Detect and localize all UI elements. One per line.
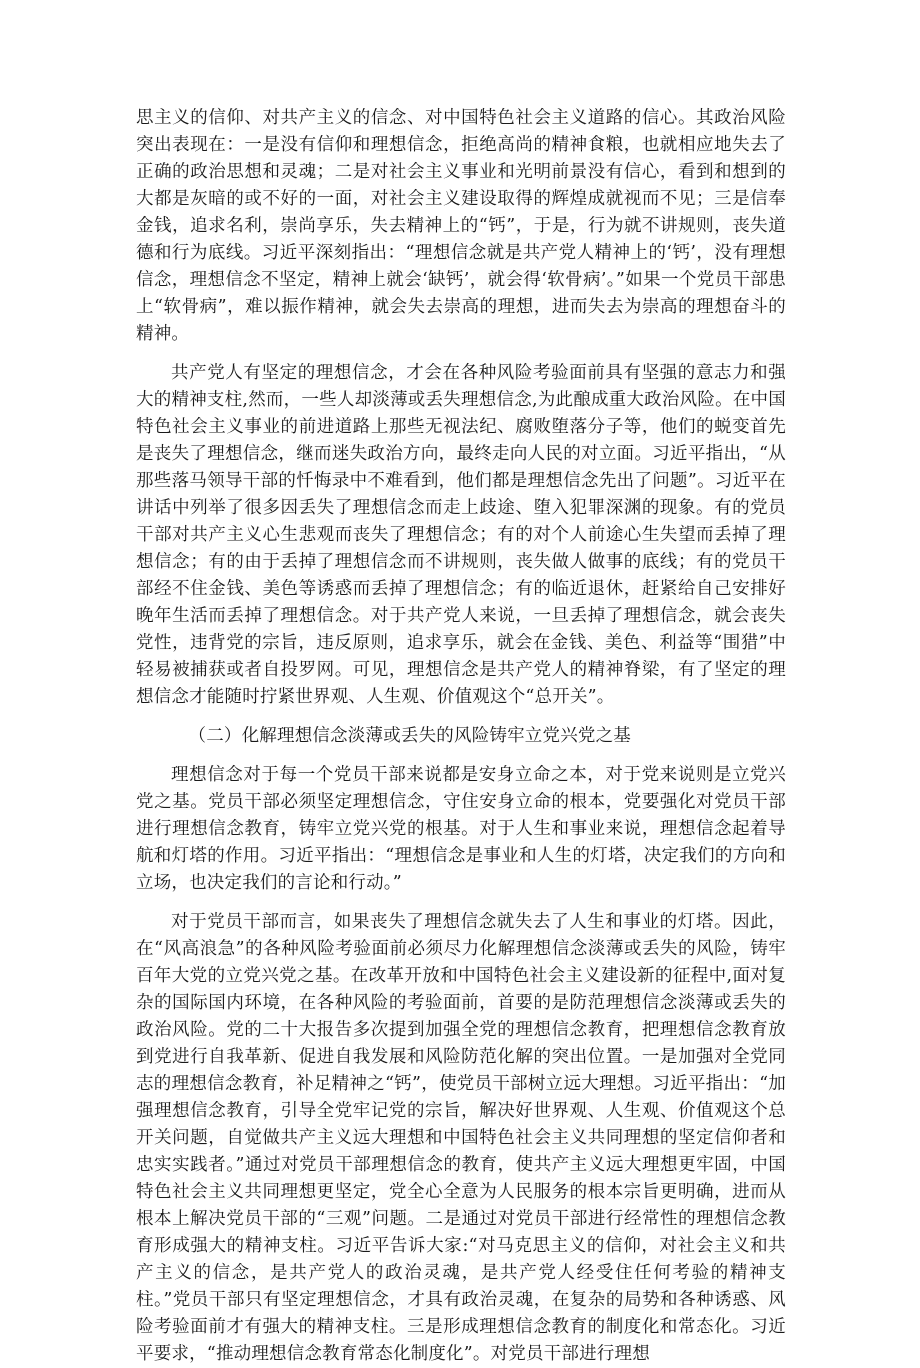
paragraph-gap — [136, 711, 786, 723]
document-page — [136, 105, 786, 1368]
paragraph-gap — [136, 750, 786, 762]
paragraph-gap — [136, 348, 786, 360]
paragraph-gap — [136, 897, 786, 909]
body-paragraph: 共产党人有坚定的理想信念，才会在各种风险考验面前具有坚强的意志力和强大的精神支柱,然而，一些人却淡薄或丢失理想信念,为此酿成重大政治风险。在中国特色社会主义事业的前进道路上那些无视法纪、腐败堕落分子等，他们的蜕变首先是丧失了理想信念，继而迷失政治方向，最终走向人民的对立面。习近平指出，“从那些落马领导干部的忏悔录中不难看到，他们都是理想信念先出了问题”。习近平在讲话中列举了很多因丢失了理想信念而走上歧途、堕入犯罪深渊的现象。有的党员干部对共产主义心生悲观而丧失了理想信念；有的对个人前途心生失望而丢掉了理想信念；有的由于丢掉了理想信念而不讲规则，丧失做人做事的底线；有的党员干部经不住金钱、美色等诱惑而丢掉了理想信念；有的临近退休，赶紧给自己安排好晚年生活而丢掉了理想信念。对于共产党人来说，一旦丢掉了理想信念，就会丧失党性，违背党的宗旨，违反原则，追求享乐，就会在金钱、美色、利益等“围猎”中轻易被捕获或者自投罗网。可见，理想信念是共产党人的精神脊梁，有了坚定的理想信念才能随时拧紧世界观、人生观、价值观这个“总开关”。 — [136, 363, 786, 707]
section-heading: （二）化解理想信念淡薄或丢失的风险铸牢立党兴党之基 — [188, 726, 631, 746]
body-paragraph: 思主义的信仰、对共产主义的信念、对中国特色社会主义道路的信心。其政治风险突出表现在：一是没有信仰和理想信念，拒绝高尚的精神食粮，也就相应地失去了正确的政治思想和灵魂；二是对社会主义事业和光明前景没有信心，看到和想到的大都是灰暗的或不好的一面，对社会主义建设取得的辉煌成就视而不见；三是信奉金钱，追求名利，崇尚享乐，失去精神上的“钙”，于是，行为就不讲规则，丧失道德和行为底线。习近平深刻指出：“理想信念就是共产党人精神上的‘钙’，没有理想信念，理想信念不坚定，精神上就会‘缺钙’，就会得‘软骨病’。”如果一个党员干部患上“软骨病”，难以振作精神，就会失去崇高的理想，进而失去为崇高的理想奋斗的精神。 — [136, 108, 786, 344]
body-paragraph: 理想信念对于每一个党员干部来说都是安身立命之本，对于党来说则是立党兴党之基。党员干部必须坚定理想信念，守住安身立命的根本，党要强化对党员干部进行理想信念教育，铸牢立党兴党的根基。对于人生和事业来说，理想信念起着导航和灯塔的作用。习近平指出：“理想信念是事业和人生的灯塔，决定我们的方向和立场，也决定我们的言论和行动。” — [136, 765, 786, 893]
body-paragraph: 对于党员干部而言，如果丧失了理想信念就失去了人生和事业的灯塔。因此，在“风高浪急”的各种风险考验面前必须尽力化解理想信念淡薄或丢失的风险，铸牢百年大党的立党兴党之基。在改革开放和中国特色社会主义建设新的征程中,面对复杂的国际国内环境，在各种风险的考验面前，首要的是防范理想信念淡薄或丢失的政治风险。党的二十大报告多次提到加强全党的理想信念教育，把理想信念教育放到党进行自我革新、促进自我发展和风险防范化解的突出位置。一是加强对全党同志的理想信念教育，补足精神之“钙”，使党员干部树立远大理想。习近平指出：“加强理想信念教育，引导全党牢记党的宗旨，解决好世界观、人生观、价值观这个总开关问题，自觉做共产主义远大理想和中国特色社会主义共同理想的坚定信仰者和忠实实践者。”通过对党员干部理想信念的教育，使共产主义远大理想更牢固，中国特色社会主义共同理想更坚定，党全心全意为人民服务的根本宗旨更明确，进而从根本上解决党员干部的“三观”问题。二是通过对党员干部进行经常性的理想信念教育形成强大的精神支柱。习近平告诉大家:“对马克思主义的信仰，对社会主义和共产主义的信念，是共产党人的政治灵魂，是共产党人经受住任何考验的精神支柱。”党员干部只有坚定理想信念，才具有政治灵魂，在复杂的局势和各种诱惑、风险考验面前才有强大的精神支柱。三是形成理想信念教育的制度化和常态化。习近平要求，“推动理想信念教育常态化制度化”。对党员干部进行理想 — [136, 912, 786, 1364]
